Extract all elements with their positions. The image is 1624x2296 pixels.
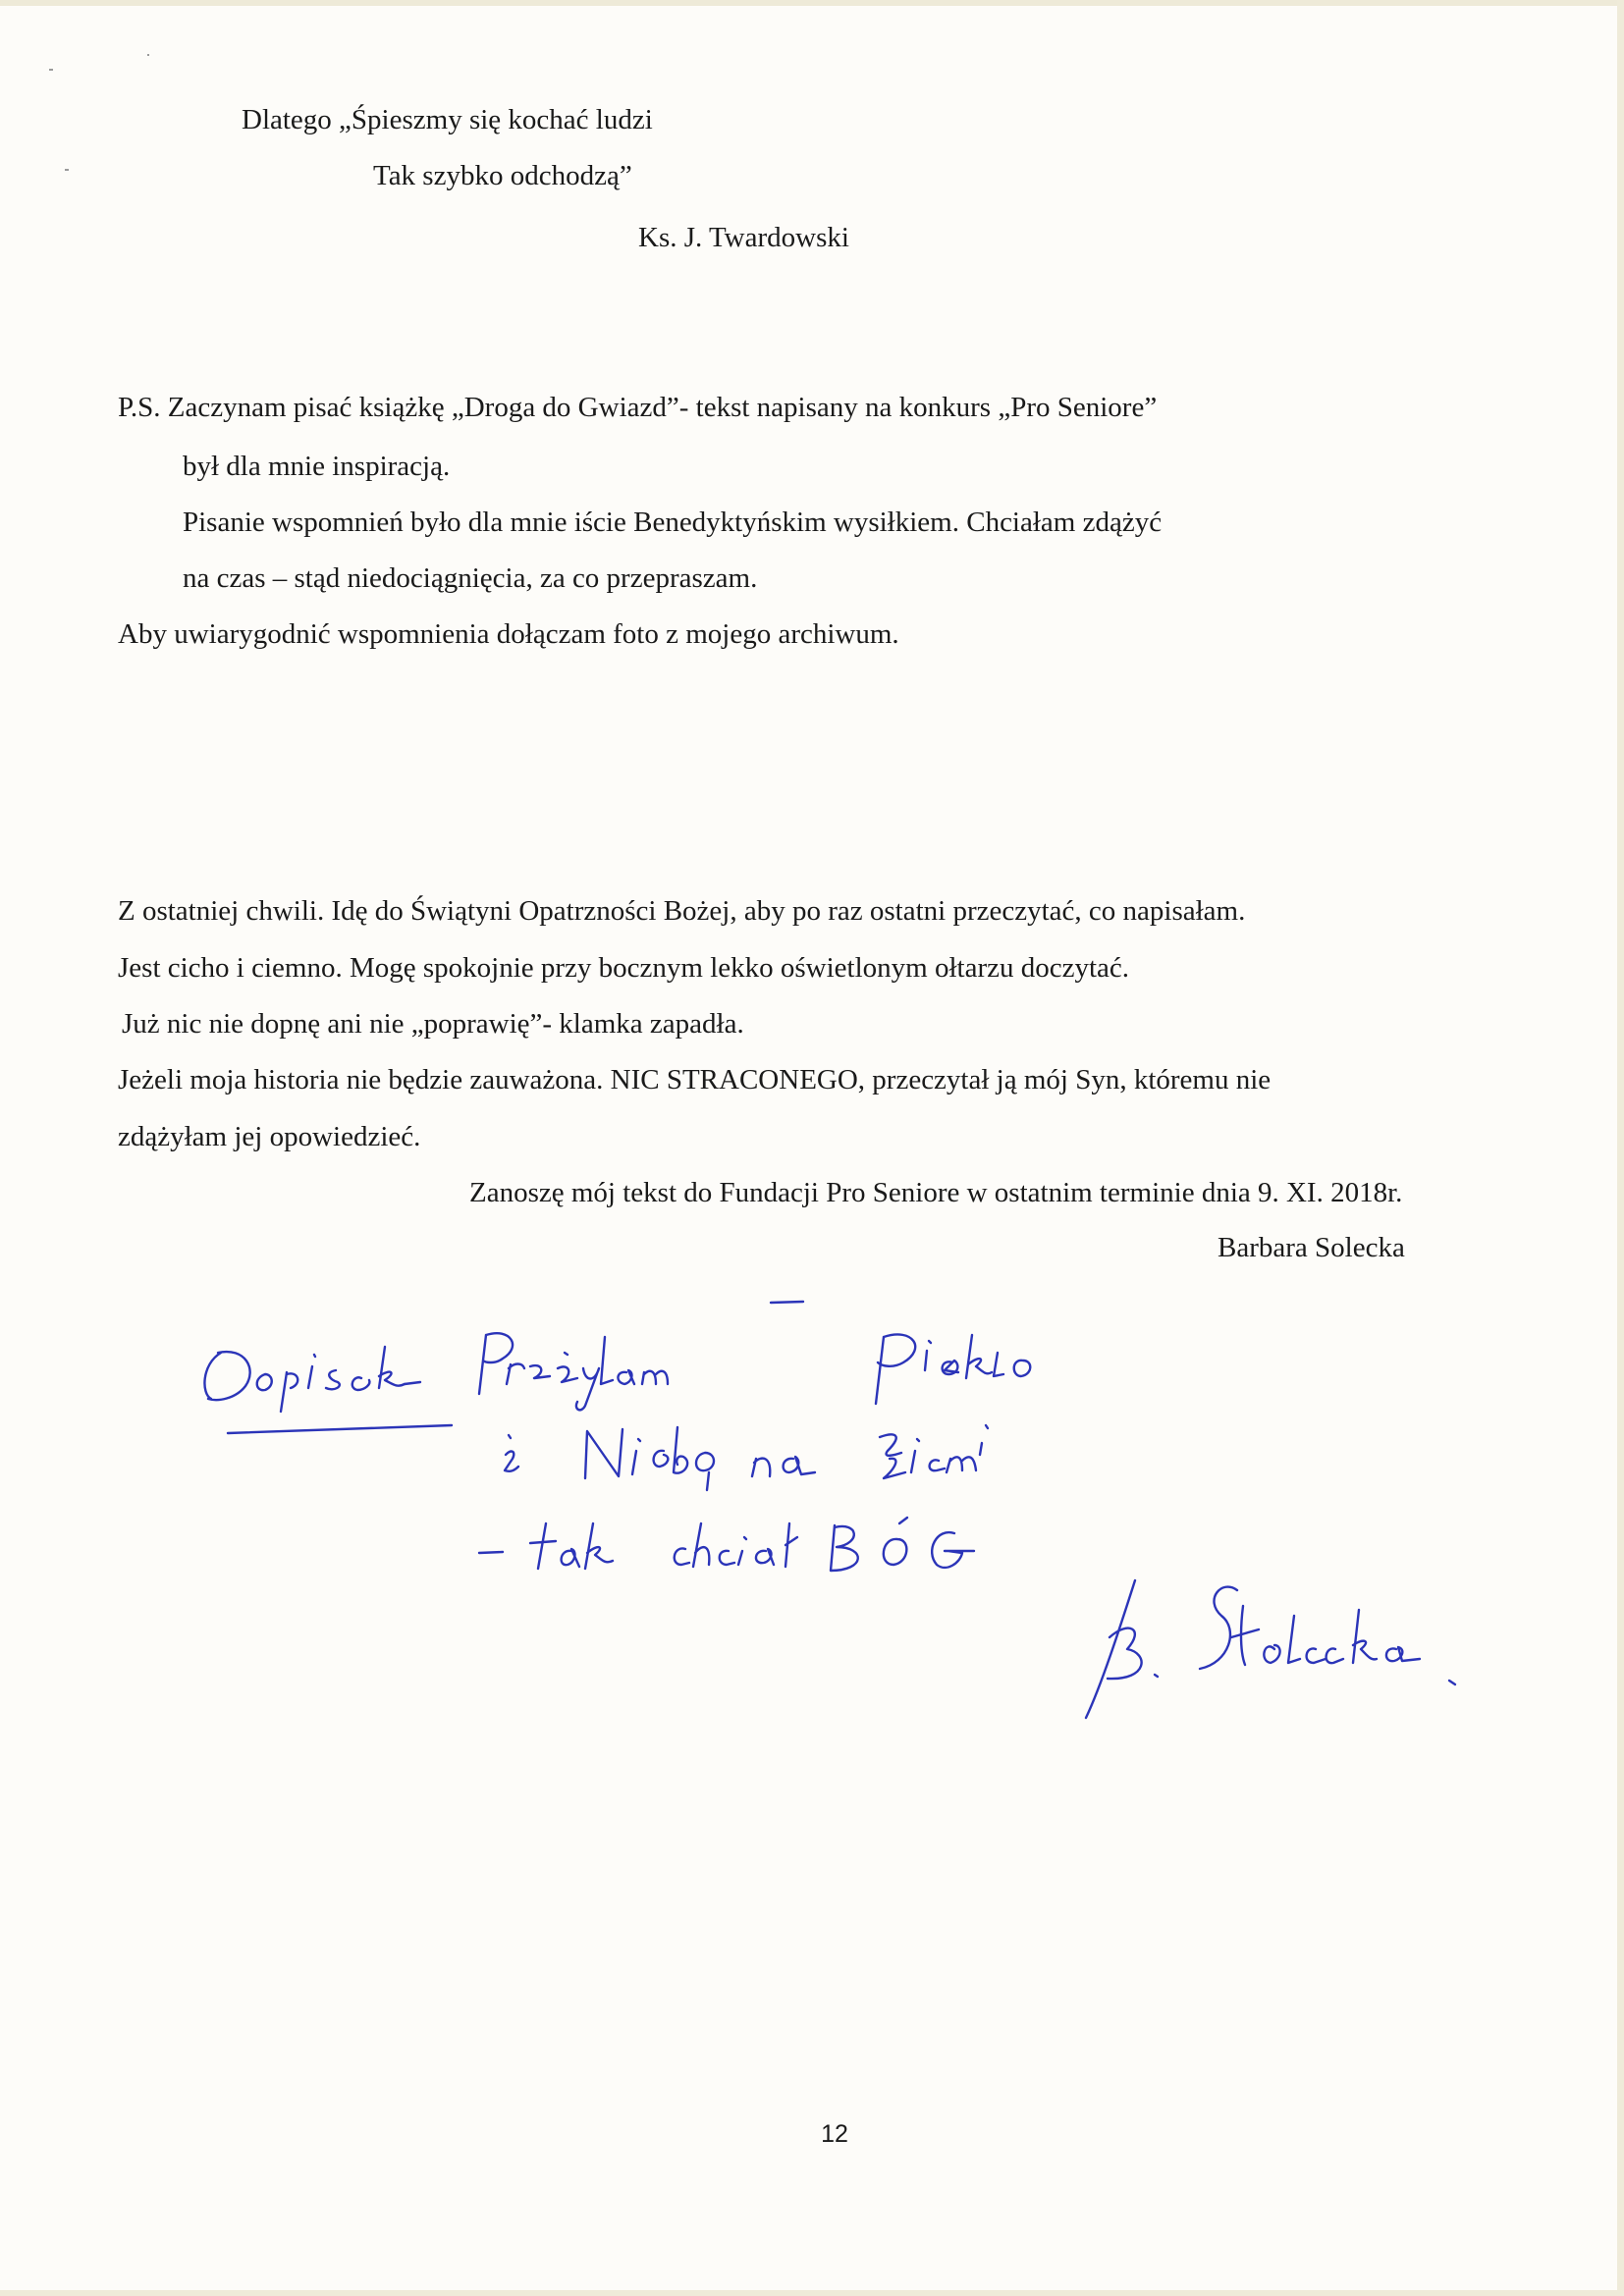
final-note-line-3: Już nic nie dopnę ani nie „poprawię”- klamka zapadła. — [122, 1008, 744, 1040]
final-note-line-6: Zanoszę mój tekst do Fundacji Pro Seniore w ostatnim terminie dnia 9. XI. 2018r. — [469, 1177, 1403, 1208]
final-note-line-1: Z ostatniej chwili. Idę do Świątyni Opatrzności Bożej, aby po raz ostatni przeczytać, co napisałam. — [118, 895, 1246, 927]
typed-signature-name: Barbara Solecka — [1218, 1232, 1405, 1263]
ink-underline — [228, 1425, 452, 1433]
quote-line-2: Tak szybko odchodzą” — [373, 160, 632, 191]
handwritten-line-3 — [479, 1518, 974, 1571]
quote-line-1: Dlatego „Śpieszmy się kochać ludzi — [242, 104, 653, 135]
handwritten-line-2 — [505, 1425, 988, 1490]
final-note-line-4: Jeżeli moja historia nie będzie zauważona. NIC STRACONEGO, przeczytał ją mój Syn, któremu nie — [118, 1064, 1272, 1095]
postscript-line-2: był dla mnie inspiracją. — [183, 451, 451, 482]
handwritten-signature — [1086, 1580, 1455, 1718]
postscript-line-1: P.S. Zaczynam pisać książkę „Droga do Gwiazd”- tekst napisany na konkurs „Pro Seniore” — [118, 392, 1158, 423]
handwritten-line-1 — [479, 1333, 1030, 1410]
page-number: 12 — [821, 2120, 848, 2148]
ink-dash — [771, 1302, 803, 1303]
postscript-line-5: Aby uwiarygodnić wspomnienia dołączam foto z mojego archiwum. — [118, 618, 899, 650]
postscript-line-4: na czas – stąd niedociągnięcia, za co przepraszam. — [183, 562, 758, 594]
quote-author: Ks. J. Twardowski — [638, 222, 849, 253]
final-note-line-2: Jest cicho i ciemno. Mogę spokojnie przy bocznym lekko oświetlonym ołtarzu doczytać. — [118, 952, 1130, 984]
handwritten-label-dopisek — [204, 1347, 452, 1433]
final-note-line-5: zdążyłam jej opowiedzieć. — [118, 1121, 421, 1152]
postscript-line-3: Pisanie wspomnień było dla mnie iście Benedyktyńskim wysiłkiem. Chciałam zdążyć — [183, 507, 1163, 538]
